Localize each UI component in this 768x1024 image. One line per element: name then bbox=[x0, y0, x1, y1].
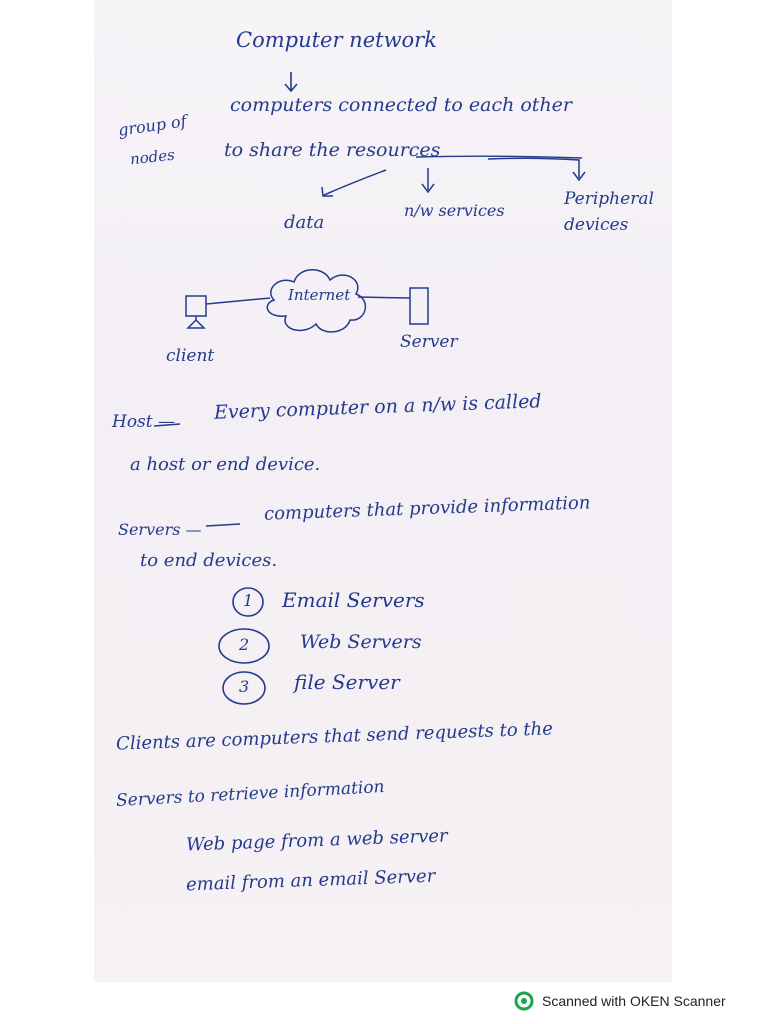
server-num-3: 3 bbox=[239, 677, 250, 696]
host-label: Host — bbox=[112, 412, 176, 432]
clients-line-1: Clients are computers that send requests to the bbox=[115, 718, 554, 755]
clients-line-2: Servers to retrieve information bbox=[115, 776, 386, 812]
def-line-2: to share the resources bbox=[224, 139, 441, 161]
branch-network-services: n/w services bbox=[404, 201, 505, 220]
host-line-2: a host or end device. bbox=[130, 454, 321, 475]
scanner-watermark bbox=[514, 989, 726, 1013]
label-dashes bbox=[154, 424, 240, 526]
internet-label: Internet bbox=[288, 286, 351, 304]
servers-line-2: to end devices. bbox=[140, 550, 278, 571]
servers-label: Servers — bbox=[118, 520, 202, 539]
example-web-page: Web page from a web server bbox=[185, 825, 448, 856]
host-line-1: Every computer on a n/w is called bbox=[213, 390, 542, 424]
scanner-text: Scanned with OKEN Scanner bbox=[542, 993, 726, 1009]
def-nodes: nodes bbox=[129, 145, 176, 169]
client-monitor-icon bbox=[186, 296, 206, 328]
oken-scanner-logo-icon bbox=[514, 991, 534, 1011]
branch-peripheral: Peripheral devices bbox=[564, 189, 654, 235]
notebook-page bbox=[94, 0, 672, 982]
def-line-1: computers connected to each other bbox=[230, 94, 573, 116]
servers-line-1: computers that provide information bbox=[263, 492, 591, 525]
server-num-2: 2 bbox=[239, 635, 250, 654]
branch-data: data bbox=[284, 212, 325, 233]
server-label: Server bbox=[400, 332, 458, 352]
resources-underline bbox=[416, 156, 582, 158]
page-title: Computer network bbox=[236, 28, 437, 52]
example-email: email from an email Server bbox=[185, 865, 436, 896]
file-server: file Server bbox=[294, 670, 400, 694]
web-servers: Web Servers bbox=[300, 631, 422, 653]
email-servers: Email Servers bbox=[282, 588, 425, 612]
server-num-1: 1 bbox=[243, 591, 254, 610]
server-icon bbox=[410, 288, 428, 324]
title-arrow bbox=[285, 72, 297, 91]
branch-arrows bbox=[322, 158, 585, 196]
client-label: client bbox=[166, 346, 215, 366]
def-prefix: group of bbox=[116, 111, 188, 140]
